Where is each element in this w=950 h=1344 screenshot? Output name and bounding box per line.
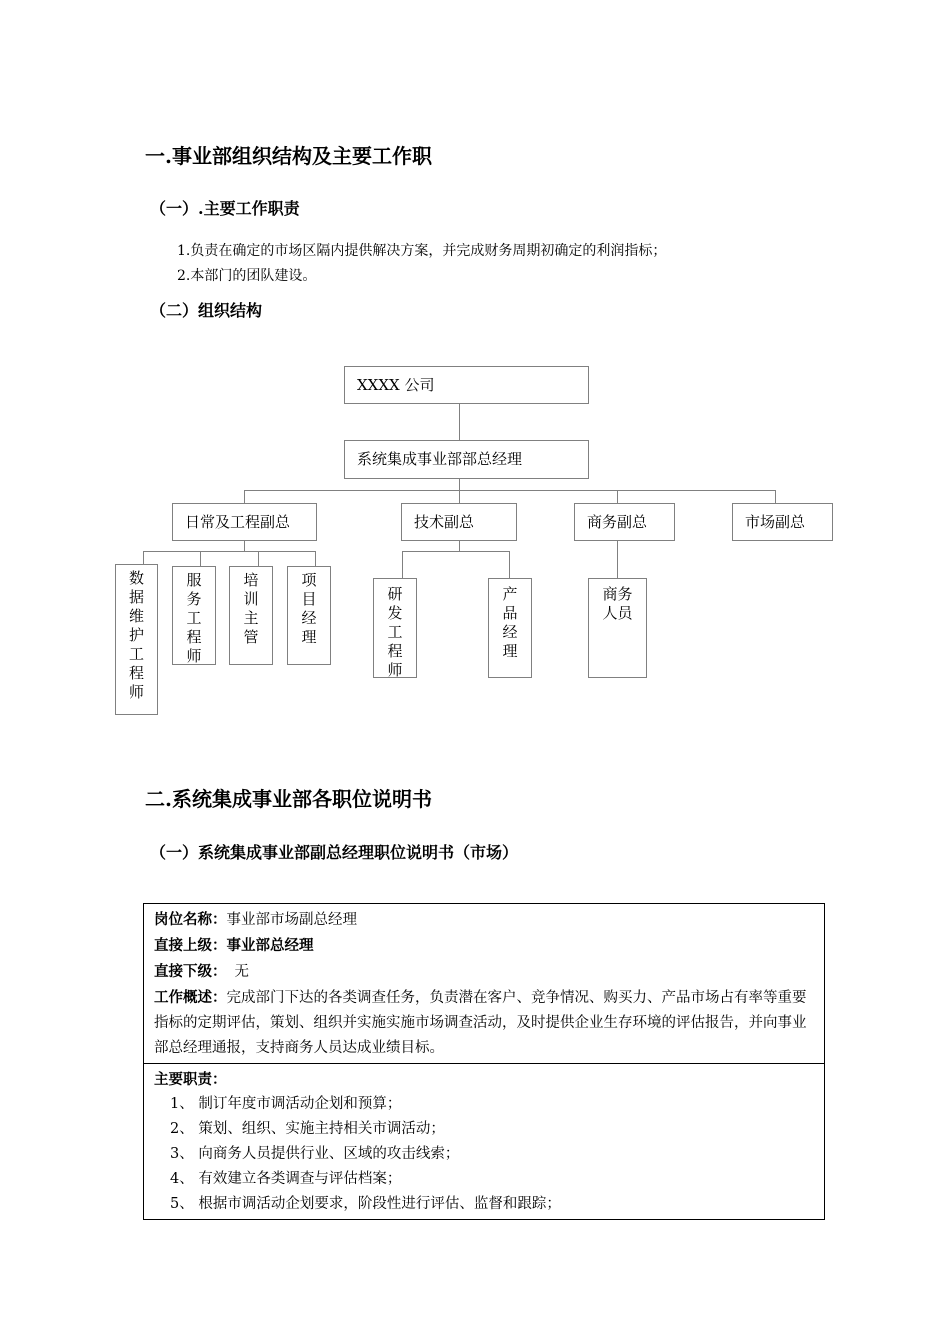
org-staff-label: 商务 人员 (602, 585, 633, 622)
subsection-spec-title: （一）系统集成事业部副总经理职位说明书（市场） (150, 843, 519, 862)
spec-duty-item: 5、 根据市调活动企划要求，阶段性进行评估、监督和跟踪； (170, 1196, 561, 1212)
org-vp-label: 商务副总 (587, 512, 648, 531)
org-staff-label: 数 据 维 护 工 程 师 (128, 569, 144, 701)
org-staff-label: 项 目 经 理 (301, 571, 317, 646)
org-staff-label: 服 务 工 程 师 (186, 571, 202, 665)
spec-overview-row (154, 985, 814, 1061)
org-staff-label: 研 发 工 程 师 (387, 585, 403, 678)
org-vp-label: 市场副总 (745, 512, 806, 531)
org-staff-box-data (115, 564, 158, 715)
org-vp-label: 技术副总 (414, 512, 475, 531)
org-vp-box-business (574, 503, 675, 541)
org-vp-box-tech (401, 503, 517, 541)
duty-line-2: 2.本部门的团队建设。 (177, 268, 317, 284)
spec-duty-item: 1、 制订年度市调活动企划和预算； (170, 1096, 402, 1112)
org-company-box (344, 366, 589, 404)
duty-line-1: 1.负责在确定的市场区隔内提供解决方案，并完成财务周期初确定的利润指标； (177, 243, 667, 259)
spec-post-row (154, 907, 814, 933)
subsection-org-title: （二）组织结构 (150, 301, 263, 320)
org-staff-box-project (287, 566, 331, 665)
spec-duties-label: 主要职责： (154, 1071, 227, 1088)
org-vp-box-market (732, 503, 833, 541)
spec-info-cell (144, 904, 825, 1064)
section-1-title: 一.事业部组织结构及主要工作职 (145, 144, 432, 168)
spec-overview-value: 完成部门下达的各类调查任务，负责潜在客户、竞争情况、购买力、产品市场占有率等重要指标的定期评估，策划、组织并实施实施市场调查活动，及时提供企业生存环境的评估报告，并向事业部总经理通报，支持商务人员达成业绩目标。 (154, 990, 807, 1056)
org-staff-box-training (229, 566, 273, 665)
spec-duty-item: 4、 有效建立各类调查与评估档案； (170, 1171, 402, 1187)
job-spec-table (143, 903, 825, 1220)
org-vp-label: 日常及工程副总 (185, 512, 291, 531)
spec-post-value: 事业部市场副总经理 (226, 912, 357, 928)
org-company-label: XXXX 公司 (357, 375, 435, 394)
subsection-duties-title: （一）.主要工作职责 (150, 199, 300, 218)
spec-subordinate-row (154, 959, 814, 985)
section-2-title: 二.系统集成事业部各职位说明书 (145, 787, 432, 811)
spec-duties-cell (144, 1064, 825, 1220)
spec-duty-item: 2、 策划、组织、实施主持相关市调活动； (170, 1121, 445, 1137)
spec-post-label: 岗位名称： (154, 911, 227, 928)
org-staff-box-product (488, 578, 532, 678)
org-staff-box-sales (588, 578, 647, 678)
org-staff-label: 产 品 经 理 (502, 585, 518, 660)
spec-superior-label: 直接上级： (154, 937, 227, 954)
spec-subordinate-label: 直接下级： (154, 963, 227, 980)
spec-duty-item: 3、 向商务人员提供行业、区域的攻击线索； (170, 1146, 460, 1162)
org-staff-box-service (172, 566, 216, 665)
org-gm-label: 系统集成事业部部总经理 (357, 450, 523, 468)
spec-overview-label: 工作概述： (154, 989, 227, 1006)
org-staff-label: 培 训 主 管 (243, 571, 259, 646)
spec-superior-value: 事业部总经理 (226, 937, 314, 954)
spec-subordinate-value: 无 (234, 964, 249, 980)
spec-superior-row (154, 933, 814, 959)
org-gm-box (344, 440, 589, 479)
org-vp-box-daily (172, 503, 317, 541)
org-staff-box-rnd (373, 578, 417, 678)
